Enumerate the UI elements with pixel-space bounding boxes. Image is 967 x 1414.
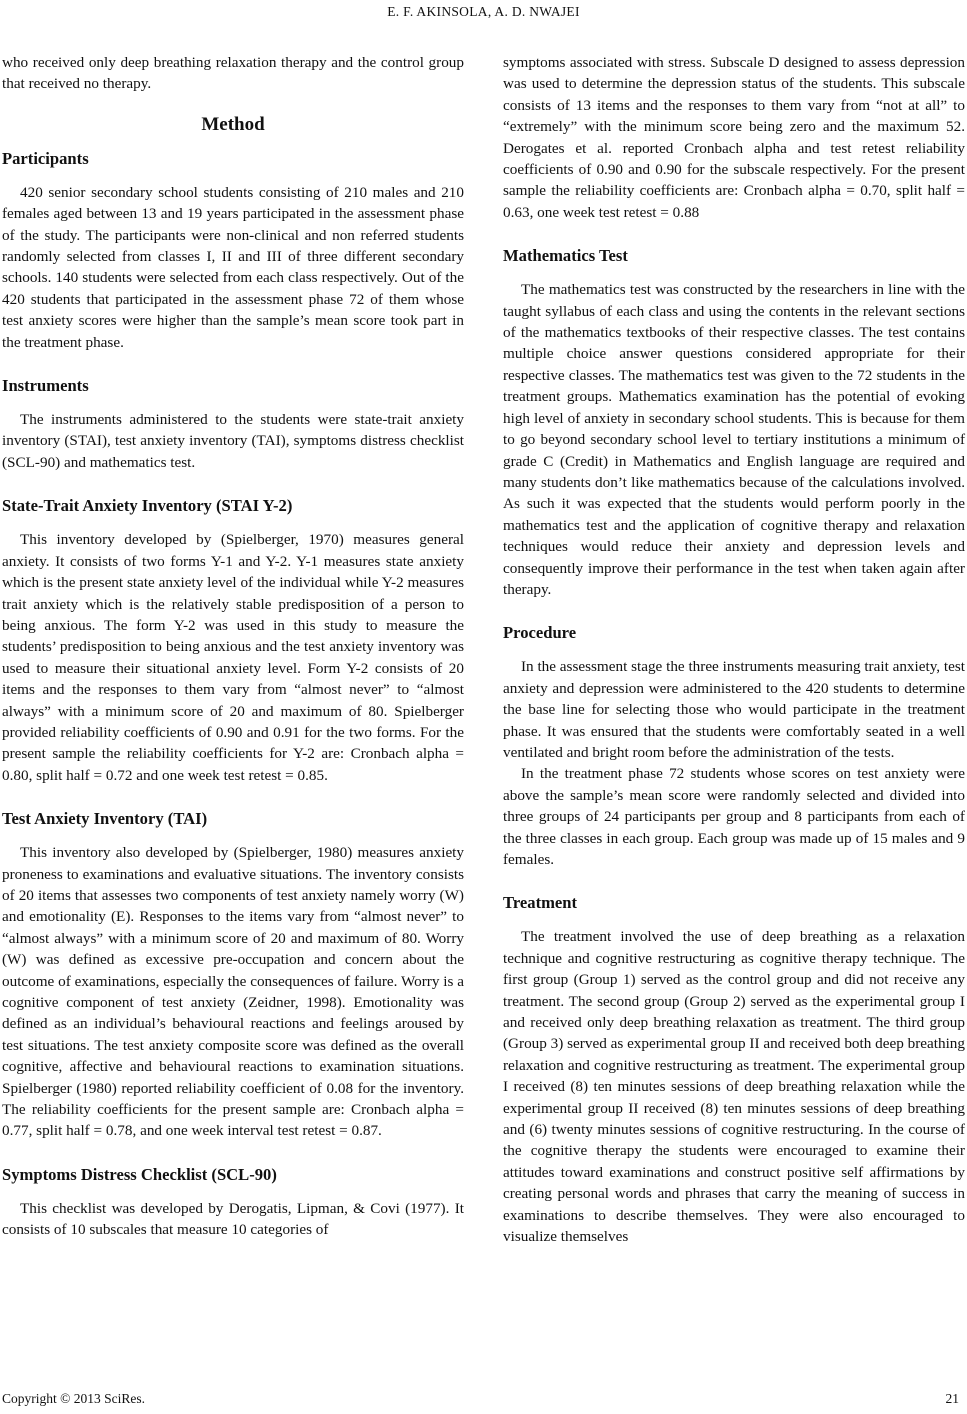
page-number: 21 — [945, 1391, 959, 1406]
procedure-heading: Procedure — [503, 623, 577, 643]
running-header: E. F. AKINSOLA, A. D. NWAJEI — [387, 4, 580, 19]
method-section-title: Method — [201, 113, 265, 135]
scl-paragraph: This checklist was developed by Derogatis, Lipman, & Covi (1977). It consists of 10 subscales that measure 10 categories of — [2, 1199, 464, 1239]
math-test-paragraph: The mathematics test was constructed by the researchers in line with the taught syllabus of each class and using the contents in the relevant sections of the mathematics textbooks of their respective classes. The test contains multiple choice answer questions considered appropriate for their respective classes. The mathematics test was given to the 72 students in the treatment groups. Mathematics examination has the potential of evoking high level of anxiety in secondary school students. This is because for them to go beyond secondary school level to tertiary institutions a minimum of grade C (Credit) in Mathematics and English language are required and many students don’t like mathematics because of the calculations involved. As such it was expected that the students would perform poorly in the mathematics test and the application of cognitive therapy and relaxation techniques would reduce their anxiety and depression levels and consequently improve their performance in the test when taken again after therapy. — [503, 281, 965, 598]
intro-continuation-paragraph: who received only deep breathing relaxation therapy and the control group that received no therapy. — [2, 54, 464, 93]
participants-heading: Participants — [2, 148, 89, 168]
instruments-paragraph: The instruments administered to the students were state-trait anxiety inventory (STAI), test anxiety inventory (TAI), symptoms distress checklist (SCL-90) and mathematics test. — [2, 411, 464, 471]
stai-paragraph: This inventory developed by (Spielberger, 1970) measures general anxiety. It consists of two forms Y-1 and Y-2. Y-1 measures state anxiety which is the present state anxiety level of the individual while Y-2 measures trait anxiety which is the relatively stable predisposition of a person to being anxious. The form Y-2 was used in this study to measure the students’ predisposition to being anxious and the test anxiety inventory was used to measure their situational anxiety level. Form Y-2 consists of 20 items and the responses to them vary from “almost never” to “almost always” with a minimum score of 20 and maximum of 80. Spielberger provided reliability coefficients of 0.90 and 0.91 for the two forms. For the present sample the reliability coefficients for Y-2 are: Cronbach alpha = 0.80, split half = 0.72 and one week test retest = 0.85. — [2, 531, 464, 784]
stai-heading: State-Trait Anxiety Inventory (STAI Y-2) — [2, 496, 293, 516]
scl-heading: Symptoms Distress Checklist (SCL-90) — [2, 1164, 277, 1184]
participants-paragraph: 420 senior secondary school students consisting of 210 males and 210 females aged between 13 and 19 years participated in the assessment phase of the study. The participants were non-clinical and non referred students randomly selected from classes I, II and III of three different secondary schools. 140 students were selected from each class respectively. Out of the 420 students that participated in the assessment phase 72 of them whose test anxiety scores were higher than the sample’s mean score took part in the treatment phase. — [2, 183, 464, 351]
tai-heading: Test Anxiety Inventory (TAI) — [2, 809, 208, 829]
treatment-paragraph: The treatment involved the use of deep breathing as a relaxation technique and cognitive restructuring as cognitive therapy technique. The first group (Group 1) served as the control group and did not receive any treatment. The second group (Group 2) served as the experimental group I and received only deep breathing relaxation as treatment. The third group (Group 3) served as experimental group II and received both deep breathing relaxation and cognitive restructuring as treatment. The experimental group I received (8) ten minutes sessions of deep breathing relaxation while the experimental group II received (8) ten minutes sessions of deep breathing and (6) twenty minutes sessions of cognitive restructuring. In the course of the cognitive therapy the students were encouraged to examine their attitudes toward examinations and construct positive self affirmations by creating personal words and phrases that carry the meaning of success in examinations to describe themselves. They were also encouraged to visualize themselves — [503, 928, 965, 1246]
left-column — [2, 52, 464, 1241]
copyright-footer: Copyright © 2013 SciRes. — [2, 1391, 146, 1406]
procedure-paragraph-2: In the treatment phase 72 students whose scores on test anxiety were above the sample’s mean score were randomly selected and divided into three groups of 24 participants per group and 8 participants from each of the three classes in each group. Each group was made up of 15 males and 9 females. — [503, 765, 965, 868]
instruments-heading: Instruments — [2, 376, 89, 396]
right-column — [503, 52, 965, 1248]
scl-continuation-paragraph: symptoms associated with stress. Subscale D designed to assess depression was used to determine the depression status of the students. This subscale consists of 13 items and the responses to them vary from “not at all” to “extremely” with the minimum score being zero and the maximum 52. Derogates et al. reported Cronbach alpha and test retest reliability coefficients of 0.90 and 0.90 for the subscale respectively. For the present sample the reliability coefficients are: Cronbach alpha = 0.70, split half = 0.63, one week test retest = 0.88 — [503, 54, 965, 221]
tai-paragraph: This inventory also developed by (Spielberger, 1980) measures anxiety proneness to examinations and evaluative situations. The inventory consists of 20 items that assesses two components of test anxiety namely worry (W) and emotionality (E). Responses to the items vary from “almost never” to “almost always” with a minimum score of 20 and maximum of 80. Worry (W) was defined as excessive pre-occupation and concern about the outcome of examinations, especially the consequences of failure. Worry is a cognitive component of test anxiety (Zeidner, 1998). Emotionality was defined as an individual’s behavioural reactions and feelings aroused by test situations. The test anxiety composite score was defined as the overall cognitive, affective and behavioural reactions to examination situations. Spielberger (1980) reported reliability coefficient of 0.08 for the inventory. The reliability coefficients for the present sample are: Cronbach alpha = 0.77, split half = 0.78, and one week interval test retest = 0.87. — [2, 844, 464, 1140]
treatment-heading: Treatment — [503, 893, 578, 913]
procedure-paragraph-1: In the assessment stage the three instruments measuring trait anxiety, test anxiety and depression were administered to the 420 students to determine the base line for selecting those who would participate in the treatment phase. It was ensured that the students were comfortably seated in a well ventilated and bright room before the administration of the tests. — [503, 658, 965, 761]
math-test-heading: Mathematics Test — [503, 246, 628, 266]
